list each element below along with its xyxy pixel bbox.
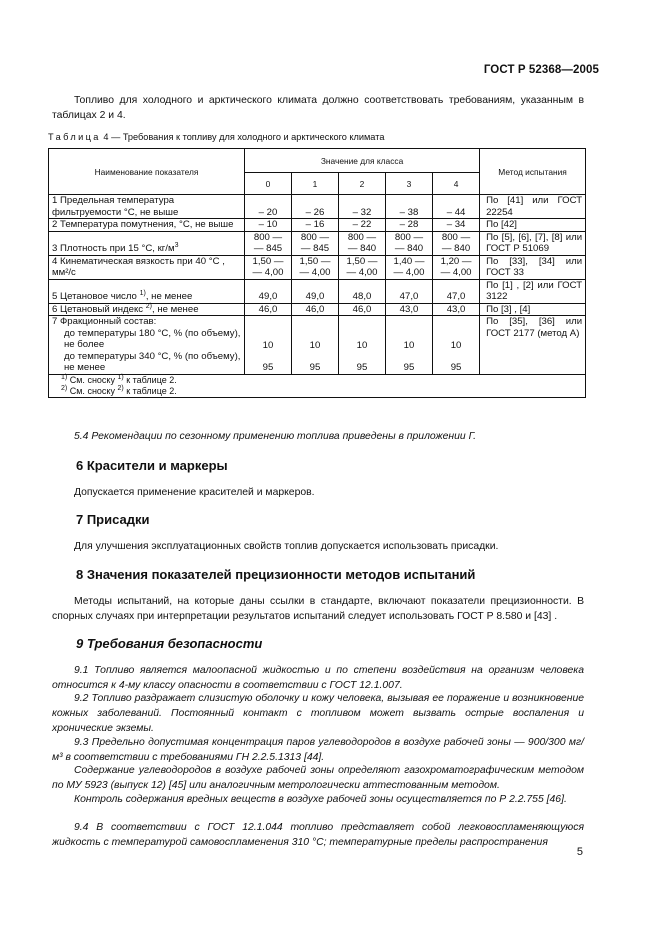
row-method: По [41] или ГОСТ 22254 — [480, 195, 586, 219]
col-header-class: 2 — [339, 173, 386, 195]
table-row — [49, 316, 586, 375]
row-value: 1,50 — — 4,00 — [339, 255, 386, 279]
row-value: 800 — — 840 — [339, 231, 386, 255]
row-value: – 34 — [433, 219, 480, 232]
row-value: 800 — — 840 — [386, 231, 433, 255]
row-value: – 32 — [339, 195, 386, 219]
row-value: 10 95 — [386, 316, 433, 375]
paragraph-9-3-c: Контроль содержания вредных веществ в воздухе рабочей зоны осуществляется по Р 2.2.755 [46]. — [74, 794, 567, 805]
paragraph-9-3: 9.3 Предельно допустимая концентрация паров углеводородов в воздухе рабочей зоны — 900/300 мг/м³ в соответствии с требованиями ГН 2.2.5.1313 [44]. — [52, 737, 584, 763]
row-method: По [42] — [480, 219, 586, 232]
row-value: – 16 — [292, 219, 339, 232]
requirements-table — [48, 148, 586, 398]
row-value: 800 — — 845 — [292, 231, 339, 255]
row-name: 2 Температура помутнения, °С, не выше — [49, 219, 245, 232]
row-method: По [33], [34] или ГОСТ 33 — [480, 255, 586, 279]
row-value: – 38 — [386, 195, 433, 219]
row-method: По [1] , [2] или ГОСТ 3122 — [480, 279, 586, 303]
row-value: 10 95 — [339, 316, 386, 375]
row-value: 1,50 — — 4,00 — [292, 255, 339, 279]
footnote: $^{2)}$ См. сноску $^{2)}$ к таблице 2. — [61, 384, 177, 396]
paragraph-9-1: 9.1 Топливо является малоопасной жидкостью и по степени воздействия на организм человека относится к 4-му классу опасности в соответствии с ГОСТ 12.1.007. — [52, 665, 584, 691]
row-value: 46,0 — [292, 303, 339, 316]
row-value: 47,0 — [386, 279, 433, 303]
row-value: – 10 — [245, 219, 292, 232]
intro-paragraph: Топливо для холодного и арктического климата должно соответствовать требованиям, указанным в таблицах 2 и 4. — [52, 95, 584, 121]
row-value: 1,50 — — 4,00 — [245, 255, 292, 279]
col-header-name: Наименование показателя — [49, 149, 245, 195]
row-subname: до температуры 180 °С, % (по объему), не более — [64, 327, 241, 350]
row-name: 3 Плотность при 15 °С, $кг/м^3$ — [49, 231, 245, 255]
row-name: 1 Предельная температура фильтруемости °С, не выше — [49, 195, 245, 219]
row-value: 49,0 — [245, 279, 292, 303]
col-header-class: 3 — [386, 173, 433, 195]
row-subname: до температуры 340 °С, % (по объему), не менее — [64, 350, 241, 373]
paragraph-9-2: 9.2 Топливо раздражает слизистую оболочку и кожу человека, вызывая ее поражение и возникновение кожных заболеваний. Постоянный контакт с топливом может вызвать острые воспаления и хронические экземы. — [52, 693, 584, 734]
table-row — [49, 231, 586, 255]
row-value: 46,0 — [339, 303, 386, 316]
row-value: 43,0 — [433, 303, 480, 316]
section-7-title: 7 Присадки — [76, 512, 150, 527]
page-number: 5 — [576, 846, 583, 858]
section-8-text: Методы испытаний, на которые даны ссылки в стандарте, включают показатели прецизионности. В спорных случаях при интерпретации результатов испытаний следует использовать ГОСТ Р 8.580 и [43] . — [52, 596, 584, 622]
row-method: По [5], [6], [7], [8] или ГОСТ Р 51069 — [480, 231, 586, 255]
row-value: 1,20 — — 4,00 — [433, 255, 480, 279]
row-name: 5 Цетановое число $^{1)}$, не менее — [49, 279, 245, 303]
row-value: 800 — — 840 — [433, 231, 480, 255]
row-name: 7 Фракционный состав: до температуры 180 °С, % (по объему), не более до температуры 340 °С, % (по объему), не менее — [49, 316, 245, 375]
row-value: 800 — — 845 — [245, 231, 292, 255]
row-value: 10 95 — [433, 316, 480, 375]
footnote: $^{1)}$ См. сноску $^{1)}$ к таблице 2. — [61, 373, 177, 385]
row-value: – 22 — [339, 219, 386, 232]
table-row — [49, 219, 586, 232]
table-footnotes — [49, 374, 586, 397]
paragraph-9-3-b: Содержание углеводородов в воздухе рабочей зоны определяют газохроматографическим методом по МУ 5923 (выпуск 12) [45] или аналогичным метрологически аттестованным методом. — [52, 765, 584, 791]
col-header-class: 0 — [245, 173, 292, 195]
table-caption-text: — Требования к топливу для холодного и арктического климата — [111, 132, 385, 142]
section-9-title: 9 Требования безопасности — [76, 636, 263, 651]
row-value: 48,0 — [339, 279, 386, 303]
row-value: – 26 — [292, 195, 339, 219]
row-value: 10 95 — [292, 316, 339, 375]
table-row — [49, 195, 586, 219]
col-header-class: 1 — [292, 173, 339, 195]
row-name: 4 Кинематическая вязкость при 40 °С , мм²/с — [49, 255, 245, 279]
table-caption-prefix: Таблица — [48, 132, 101, 142]
row-method: По [35], [36] или ГОСТ 2177 (метод А) — [480, 316, 586, 375]
section-7-text: Для улучшения эксплуатационных свойств топлив допускается использовать присадки. — [74, 541, 499, 552]
document-code: ГОСТ Р 52368—2005 — [483, 64, 599, 76]
section-8-title: 8 Значения показателей прецизионности методов испытаний — [76, 567, 476, 582]
section-6-title: 6 Красители и маркеры — [76, 458, 228, 473]
col-header-method: Метод испытания — [480, 149, 586, 195]
table-caption-number: 4 — [103, 132, 109, 142]
col-header-group: Значение для класса — [245, 149, 480, 173]
row-name: 6 Цетановый индекс $^{2)}$, не менее — [49, 303, 245, 316]
table-row — [49, 303, 586, 316]
row-value: 49,0 — [292, 279, 339, 303]
col-header-class: 4 — [433, 173, 480, 195]
row-value: 43,0 — [386, 303, 433, 316]
paragraph-9-4: 9.4 В соответствии с ГОСТ 12.1.044 топливо представляет собой легковоспламеняющуюся жидкость с температурой самовоспламенения 310 °С; температурные пределы распространения — [52, 822, 584, 848]
section-6-text: Допускается применение красителей и маркеров. — [74, 487, 315, 498]
table-row — [49, 279, 586, 303]
row-value: – 44 — [433, 195, 480, 219]
row-value: 1,40 — — 4,00 — [386, 255, 433, 279]
row-value: 10 95 — [245, 316, 292, 375]
row-method: По [3] , [4] — [480, 303, 586, 316]
row-value: 46,0 — [245, 303, 292, 316]
table-caption — [48, 132, 384, 142]
table-row — [49, 255, 586, 279]
row-value: – 20 — [245, 195, 292, 219]
row-value: – 28 — [386, 219, 433, 232]
paragraph-5-4: 5.4 Рекомендации по сезонному применению топлива приведены в приложении Г. — [74, 431, 477, 442]
row-value: 47,0 — [433, 279, 480, 303]
